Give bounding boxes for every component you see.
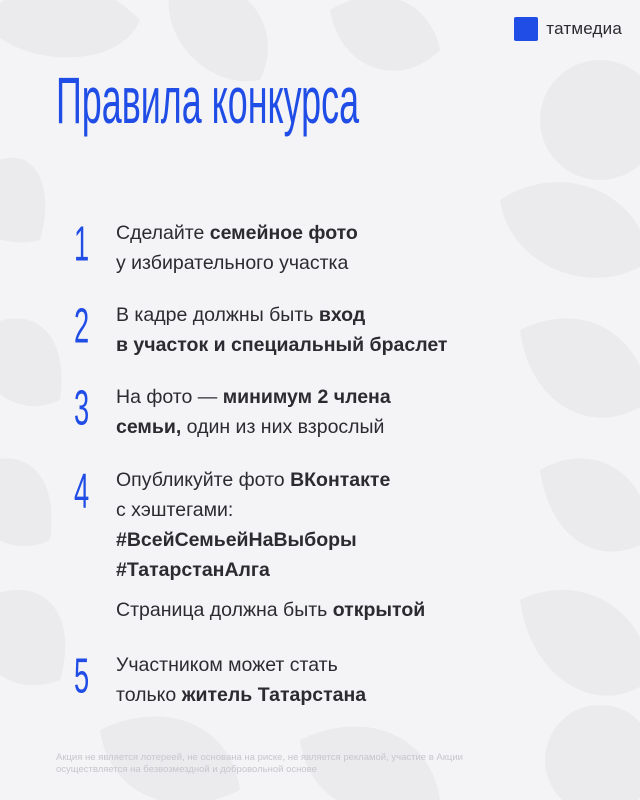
rule-line bbox=[116, 248, 626, 278]
note-text: Страница должна быть bbox=[116, 599, 333, 621]
rule-text bbox=[116, 218, 626, 278]
rule-line bbox=[116, 382, 626, 412]
rule-text-regular: На фото — bbox=[116, 386, 223, 408]
rule-line bbox=[116, 300, 626, 330]
rule-text-bold: семьи, bbox=[116, 416, 182, 438]
rule-text-bold: вход bbox=[318, 304, 366, 326]
rule-text-bold: #ТатарстанАлга bbox=[116, 559, 270, 581]
rule-text-regular: с хэштегами: bbox=[116, 499, 234, 521]
rule-text-bold: минимум 2 члена bbox=[222, 386, 391, 408]
rule-text-bold: житель Татарстана bbox=[181, 684, 367, 706]
rule-line bbox=[116, 495, 626, 525]
rule-text bbox=[116, 465, 626, 585]
rule-text bbox=[116, 382, 626, 442]
brand-logo-square bbox=[514, 17, 538, 41]
rule-number: 3 bbox=[74, 380, 90, 436]
rule-number: 1 bbox=[74, 216, 90, 272]
rule-text-bold: в участок и специальный браслет bbox=[116, 334, 448, 356]
rule-line bbox=[116, 465, 626, 495]
rule-line bbox=[116, 330, 626, 360]
rule-line bbox=[116, 525, 626, 555]
brand-name: татмедиа bbox=[546, 19, 622, 38]
rule-text-regular: только bbox=[116, 684, 182, 706]
rule-line bbox=[116, 650, 626, 680]
page-visibility-note bbox=[116, 595, 425, 625]
page-title: Правила конкурса bbox=[56, 65, 360, 139]
note-bold-text: открытой bbox=[332, 599, 426, 621]
rule-text-regular: Участником может стать bbox=[116, 654, 338, 676]
rule-number: 4 bbox=[74, 463, 90, 519]
rule-line bbox=[116, 218, 626, 248]
rule-line bbox=[116, 680, 626, 710]
rule-text-regular: Сделайте bbox=[116, 222, 210, 244]
rule-text-regular: В кадре должны быть bbox=[116, 304, 319, 326]
rule-number: 5 bbox=[74, 648, 90, 704]
rule-line bbox=[116, 555, 626, 585]
rule-text bbox=[116, 300, 626, 360]
rule-text-regular: Опубликуйте фото bbox=[116, 469, 291, 491]
rule-text-bold: #ВсейСемьейНаВыборы bbox=[116, 529, 357, 551]
rule-text-bold: ВКонтакте bbox=[290, 469, 391, 491]
rule-line bbox=[116, 412, 626, 442]
rule-text-regular: один из них взрослый bbox=[181, 416, 385, 438]
rule-text-bold: семейное фото bbox=[209, 222, 358, 244]
legal-disclaimer: Акция не является лотереей, не основана на риске, не является рекламой, участие в Акции осуществляется на безвозмездной и добровольной основе bbox=[56, 752, 463, 775]
rule-number: 2 bbox=[74, 298, 90, 354]
rule-text-regular: у избирательного участка bbox=[116, 252, 349, 274]
brand-logo[interactable] bbox=[514, 17, 622, 41]
rule-text bbox=[116, 650, 626, 710]
